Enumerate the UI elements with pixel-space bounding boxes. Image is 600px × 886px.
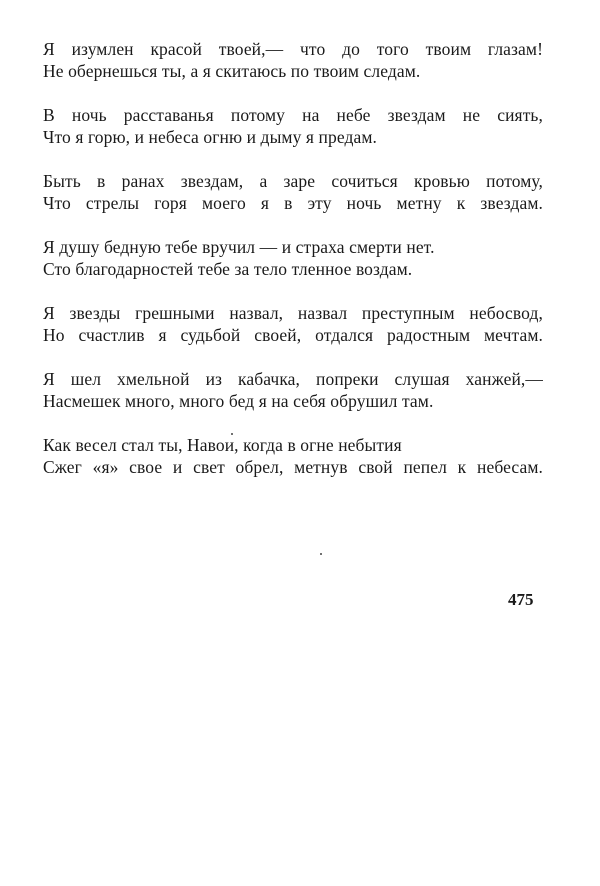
poem bbox=[43, 38, 543, 500]
poem-line: Я звезды грешными назвал, назвал преступным небосвод, bbox=[43, 303, 543, 323]
poem-line: Что стрелы горя моего я в эту ночь метну к звездам. bbox=[43, 193, 543, 213]
poem-line: Сто благодарностей тебе за тело тленное воздам. bbox=[43, 259, 413, 279]
poem-line: Я шел хмельной из кабачка, попреки слушая ханжей,— bbox=[43, 369, 543, 389]
poem-line: Быть в ранах звездам, а заре сочиться кровью потому, bbox=[43, 171, 543, 191]
stanza-4 bbox=[43, 236, 543, 280]
poem-line: Насмешек много, много бед я на себя обрушил там. bbox=[43, 391, 434, 411]
ink-speck bbox=[231, 433, 233, 435]
poem-line: Я душу бедную тебе вручил — и страха смерти нет. bbox=[43, 237, 435, 257]
poem-line: Я изумлен красой твоей,— что до того твоим глазам! bbox=[43, 39, 543, 59]
stanza-3 bbox=[43, 170, 543, 214]
stanza-2 bbox=[43, 104, 543, 148]
stanza-1 bbox=[43, 38, 543, 82]
poem-line: Не обернешься ты, а я скитаюсь по твоим следам. bbox=[43, 61, 421, 81]
poem-line: Сжег «я» свое и свет обрел, метнув свой пепел к небесам. bbox=[43, 457, 543, 477]
poem-line: Но счастлив я судьбой своей, отдался радостным мечтам. bbox=[43, 325, 543, 345]
poem-line: В ночь расставанья потому на небе звездам не сиять, bbox=[43, 105, 543, 125]
stanza-5 bbox=[43, 302, 543, 346]
stanza-6 bbox=[43, 368, 543, 412]
poem-line: Как весел стал ты, Навои, когда в огне небытия bbox=[43, 435, 402, 455]
ink-speck bbox=[320, 553, 322, 555]
page-number: 475 bbox=[508, 590, 534, 609]
stanza-7 bbox=[43, 434, 543, 478]
poem-line: Что я горю, и небеса огню и дыму я предам. bbox=[43, 127, 378, 147]
